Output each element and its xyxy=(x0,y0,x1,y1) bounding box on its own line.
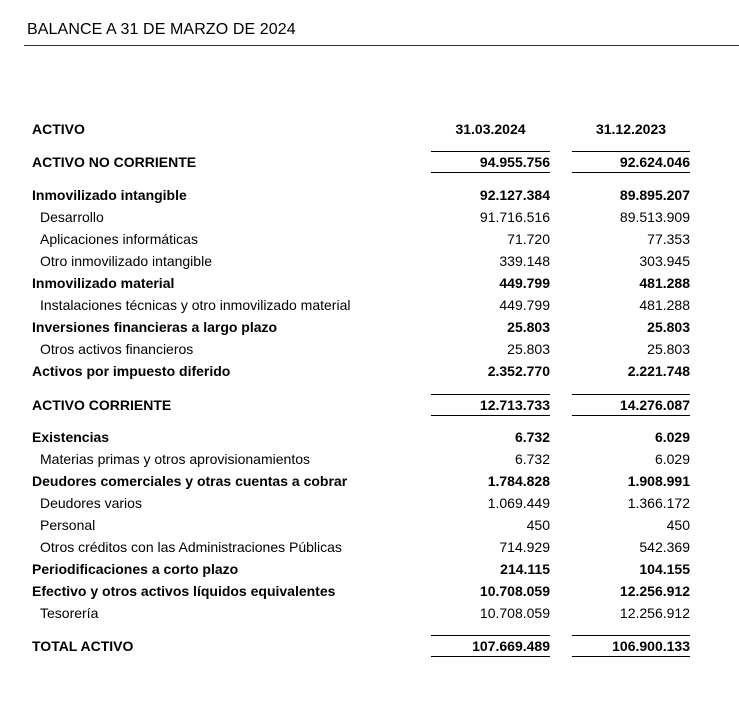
row-value-current: 449.799 xyxy=(499,297,550,313)
table-row xyxy=(0,294,739,316)
row-value-current: 92.127.384 xyxy=(479,187,550,203)
table-row xyxy=(0,426,739,448)
row-value-previous: 6.029 xyxy=(654,451,690,467)
row-value-previous: 25.803 xyxy=(647,341,690,357)
row-value-previous: 542.369 xyxy=(639,539,690,555)
table-row xyxy=(0,316,739,338)
row-label: Inversiones financieras a largo plazo xyxy=(32,319,278,335)
row-value-previous: 481.288 xyxy=(639,275,690,291)
table-row xyxy=(0,558,739,580)
row-value-current: 25.803 xyxy=(507,341,550,357)
row-value-current: 71.720 xyxy=(507,231,550,247)
row-value-current: 91.716.516 xyxy=(479,209,550,225)
row-label: Otros créditos con las Administraciones Públicas xyxy=(40,539,342,555)
section-row-activo-no-corriente xyxy=(0,151,739,173)
row-value-current: 2.352.770 xyxy=(487,363,550,379)
row-value-current: 107.669.489 xyxy=(431,635,550,657)
row-value-previous: 12.256.912 xyxy=(619,605,690,621)
table-row xyxy=(0,360,739,382)
row-label: Inmovilizado material xyxy=(32,275,175,291)
table-row xyxy=(0,206,739,228)
table-row xyxy=(0,492,739,514)
row-label: Personal xyxy=(40,517,96,533)
row-value-previous: 450 xyxy=(666,517,690,533)
section-row-total-activo xyxy=(0,635,739,657)
page-title: BALANCE A 31 DE MARZO DE 2024 xyxy=(27,21,296,38)
row-value-previous: 89.513.909 xyxy=(619,209,690,225)
row-label: Aplicaciones informáticas xyxy=(40,231,198,247)
row-label: Periodificaciones a corto plazo xyxy=(32,561,239,577)
table-header-row xyxy=(0,118,739,140)
row-value-current: 1.784.828 xyxy=(487,473,550,489)
row-label: Deudores comerciales y otras cuentas a cobrar xyxy=(32,473,348,489)
row-value-previous: 481.288 xyxy=(639,297,690,313)
header-col-current: 31.03.2024 xyxy=(455,121,526,137)
row-label: Inmovilizado intangible xyxy=(32,187,187,203)
row-value-current: 6.732 xyxy=(514,429,550,445)
row-value-previous: 303.945 xyxy=(639,253,690,269)
table-row xyxy=(0,602,739,624)
row-value-current: 339.148 xyxy=(499,253,550,269)
row-value-previous: 25.803 xyxy=(647,319,690,335)
row-value-previous: 104.155 xyxy=(639,561,690,577)
row-label: Efectivo y otros activos líquidos equivalentes xyxy=(32,583,336,599)
row-value-previous: 1.366.172 xyxy=(627,495,690,511)
row-label: Existencias xyxy=(32,429,110,445)
section-row-activo-corriente xyxy=(0,394,739,416)
table-row xyxy=(0,514,739,536)
row-value-current: 94.955.756 xyxy=(431,151,550,173)
table-row xyxy=(0,448,739,470)
row-value-previous: 77.353 xyxy=(647,231,690,247)
row-label: Desarrollo xyxy=(40,209,104,225)
table-row xyxy=(0,184,739,206)
row-value-current: 449.799 xyxy=(499,275,550,291)
row-value-previous: 14.276.087 xyxy=(572,394,690,416)
row-label: Deudores varios xyxy=(40,495,142,511)
row-value-previous: 106.900.133 xyxy=(572,635,690,657)
row-value-current: 214.115 xyxy=(500,561,550,577)
row-label: Activos por impuesto diferido xyxy=(32,363,231,379)
row-value-current: 10.708.059 xyxy=(479,583,550,599)
row-value-current: 450 xyxy=(526,517,550,533)
header-col-previous: 31.12.2023 xyxy=(595,121,667,137)
table-row xyxy=(0,228,739,250)
table-row xyxy=(0,536,739,558)
row-label: Otros activos financieros xyxy=(40,341,194,357)
row-label: Otro inmovilizado intangible xyxy=(40,253,212,269)
row-label: ACTIVO NO CORRIENTE xyxy=(32,154,197,170)
row-value-previous: 12.256.912 xyxy=(619,583,690,599)
header-label: ACTIVO xyxy=(32,121,85,137)
row-value-current: 12.713.733 xyxy=(431,394,550,416)
row-value-previous: 2.221.748 xyxy=(627,363,690,379)
row-label: Tesorería xyxy=(40,605,99,621)
row-label: Instalaciones técnicas y otro inmovilizado material xyxy=(40,297,351,313)
title-rule xyxy=(24,45,739,46)
row-value-previous: 6.029 xyxy=(654,429,690,445)
row-value-current: 1.069.449 xyxy=(487,495,550,511)
row-value-current: 6.732 xyxy=(514,451,550,467)
row-label: ACTIVO CORRIENTE xyxy=(32,397,172,413)
row-value-previous: 92.624.046 xyxy=(572,151,690,173)
table-row xyxy=(0,470,739,492)
row-value-current: 10.708.059 xyxy=(479,605,550,621)
row-value-previous: 1.908.991 xyxy=(627,473,690,489)
row-label: Materias primas y otros aprovisionamientos xyxy=(40,451,310,467)
table-row xyxy=(0,580,739,602)
table-row xyxy=(0,250,739,272)
table-row xyxy=(0,272,739,294)
row-label: TOTAL ACTIVO xyxy=(32,638,134,654)
row-value-current: 25.803 xyxy=(507,319,550,335)
table-row xyxy=(0,338,739,360)
row-value-previous: 89.895.207 xyxy=(619,187,690,203)
row-value-current: 714.929 xyxy=(499,539,550,555)
